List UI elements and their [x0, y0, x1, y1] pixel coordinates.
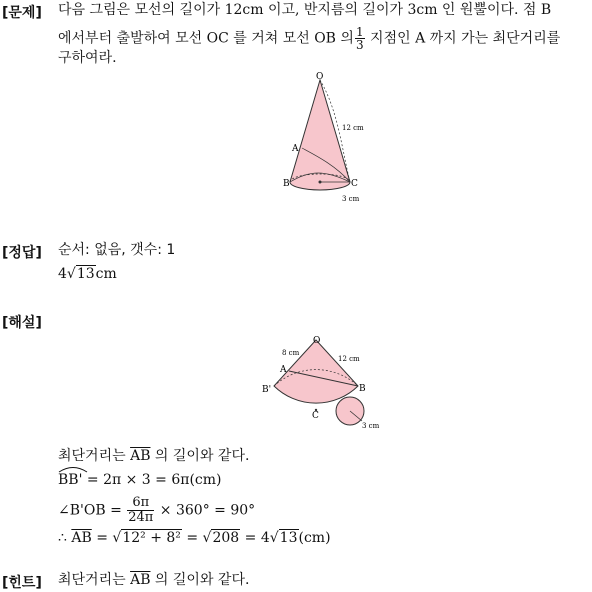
net-label-right-length: 12 cm — [338, 355, 360, 363]
equals-2: = — [181, 530, 203, 546]
hint-before: 최단거리는 — [58, 572, 131, 588]
arc-symbol — [58, 465, 88, 473]
equals-1: = — [91, 530, 113, 546]
answer-tag: [정답] — [2, 245, 42, 261]
sqrt-sign: √ — [66, 266, 76, 282]
label-slant: 12 cm — [342, 124, 364, 132]
hint-line — [58, 570, 249, 590]
explanation-line-4 — [58, 528, 331, 548]
net-figure — [258, 334, 398, 434]
hint-segment: $\overline{AB}$ — [130, 572, 151, 588]
unit: (cm) — [298, 530, 331, 546]
net-label-B: B — [359, 384, 366, 394]
arc-label: BB' — [58, 472, 83, 488]
label-C: C — [351, 179, 358, 189]
equals-3: = 4 — [240, 530, 270, 546]
angle-fraction-numerator: 6π — [127, 496, 154, 511]
explanation-line-3-before: ∠B'OB = — [58, 502, 127, 519]
answer-line-1: 순서: 없음, 갯수: 1 — [58, 242, 176, 258]
net-label-left-length: 8 cm — [282, 349, 300, 357]
label-B: B — [283, 179, 290, 189]
net-label-O: O — [313, 336, 321, 346]
net-label-C: C — [312, 411, 319, 421]
sqrt-sign-3: √ — [269, 530, 279, 546]
problem-fraction — [355, 26, 365, 51]
explanation-tag: [해설] — [2, 315, 42, 331]
answer-root: 13 — [76, 266, 95, 282]
problem-line-3: 구하여라. — [58, 50, 117, 66]
problem-line-1: 다음 그림은 모선의 길이가 12cm 이고, 반지름의 길이가 3cm 인 원뿔이다. 점 B — [58, 2, 552, 18]
answer-unit: cm — [95, 266, 117, 282]
explanation-line-3 — [58, 496, 255, 525]
answer-value — [58, 264, 117, 284]
root-3: 13 — [279, 530, 298, 546]
label-O: O — [316, 72, 324, 82]
angle-fraction — [127, 496, 154, 525]
net-label-radius: 3 cm — [362, 422, 380, 430]
cone-figure — [280, 70, 380, 206]
explanation-line-1 — [58, 446, 249, 466]
hint-after: 의 길이와 같다. — [150, 572, 250, 588]
answer-prefix: 4 — [58, 266, 67, 282]
hint-tag: [힌트] — [2, 575, 42, 591]
problem-line-2 — [58, 26, 560, 51]
explanation-line-1-after: 의 길이와 같다. — [150, 448, 250, 464]
net-label-B-prime: B' — [262, 385, 272, 395]
explanation-line-2 — [58, 470, 222, 490]
label-A: A — [292, 144, 299, 154]
segment-ab-text: $\overline{AB}$ — [130, 448, 151, 464]
problem-line-2-after: 지점인 A 까지 가는 최단거리를 — [365, 30, 561, 47]
base-center-dot — [319, 181, 322, 184]
fraction-denominator: 3 — [355, 38, 364, 52]
sqrt-sign-1: √ — [112, 530, 122, 546]
segment-ab-text-2: $\overline{AB}$ — [71, 530, 92, 546]
problem-tag: [문제] — [2, 5, 42, 21]
fraction-numerator: 1 — [355, 25, 364, 39]
explanation-line-1-before: 최단거리는 — [58, 448, 131, 464]
explanation-line-3-after: × 360° = 90° — [155, 502, 256, 519]
explanation-line-2-rest: = 2π × 3 = 6π(cm) — [82, 472, 222, 488]
net-label-A: A — [280, 365, 287, 375]
label-radius: 3 cm — [342, 195, 360, 203]
root-1: 12² + 8² — [122, 530, 181, 546]
therefore-symbol: ∴ — [58, 530, 72, 546]
problem-line-2-before: 에서부터 출발하여 모선 OC 를 거쳐 모선 OB 의 — [58, 30, 354, 47]
arc-bb-prime — [58, 470, 82, 490]
angle-fraction-denominator: 24π — [128, 510, 154, 525]
root-2: 208 — [212, 530, 240, 546]
sqrt-sign-2: √ — [202, 530, 212, 546]
